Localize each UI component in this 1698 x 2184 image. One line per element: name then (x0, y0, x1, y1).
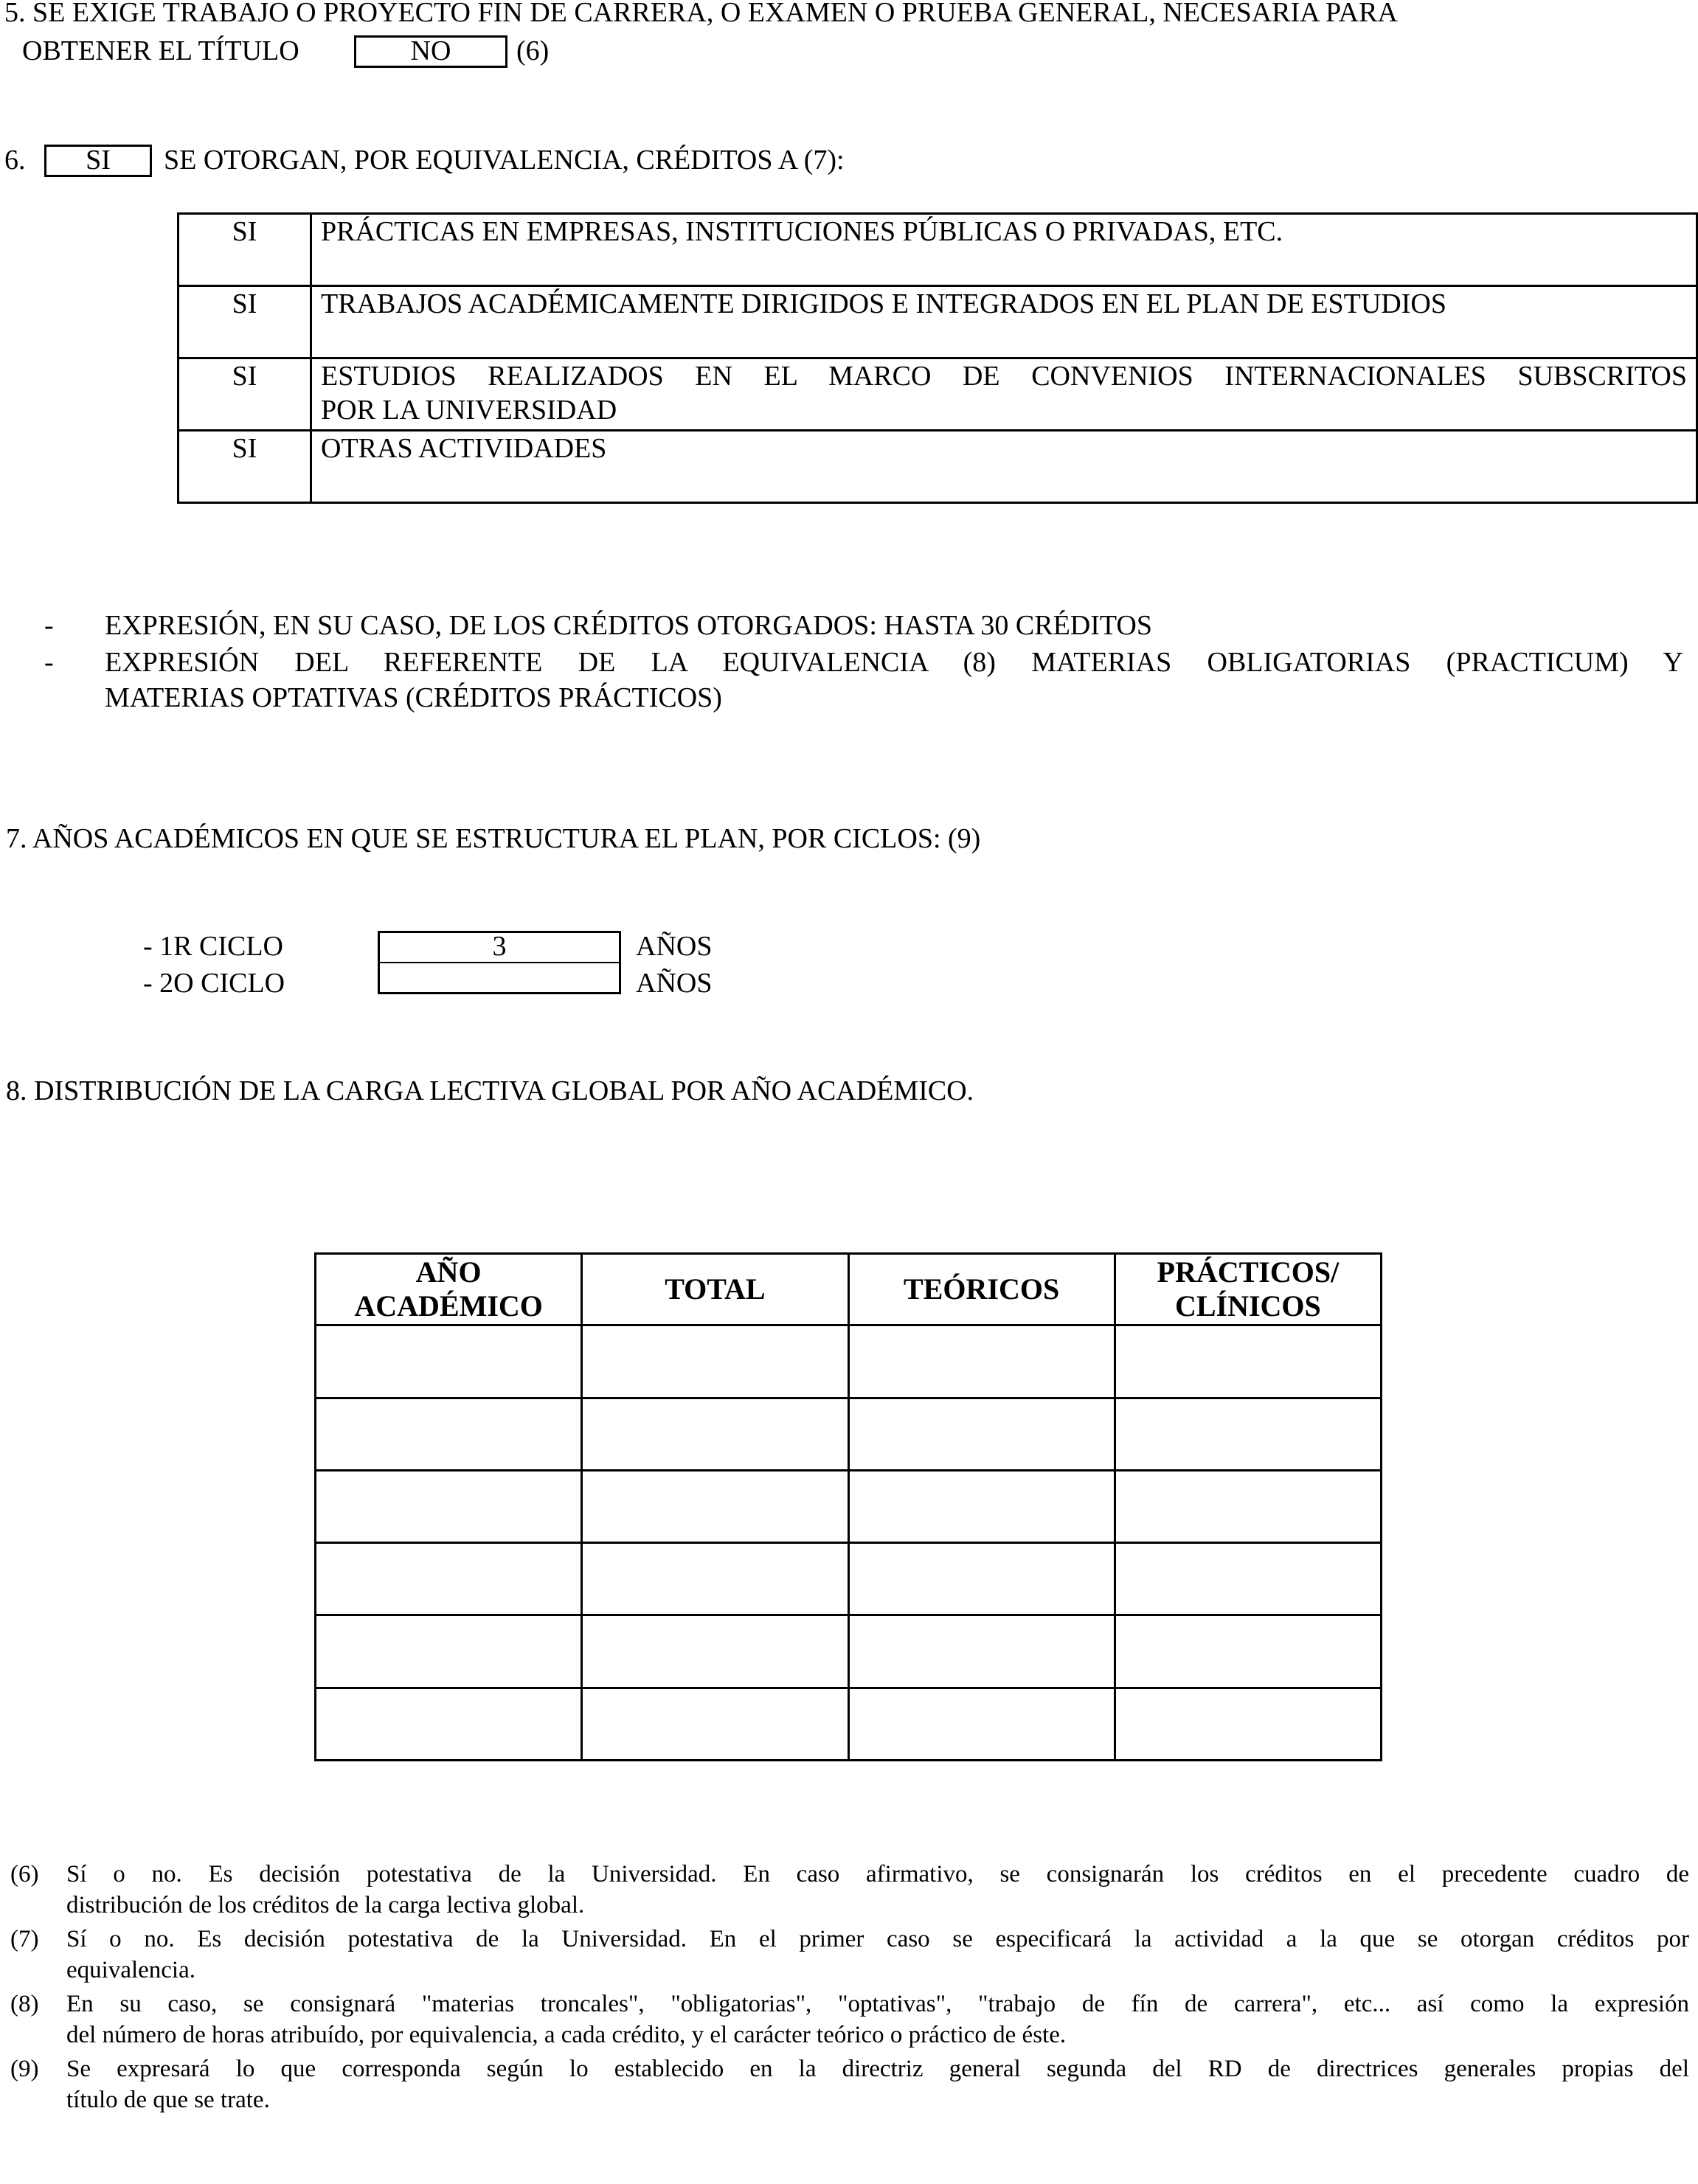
footnote-text: Se expresará lo que corresponda según lo establecido en la directriz general segunda del RD de directrices generales propias del título de que se trate. (66, 2056, 1689, 2113)
table-row (179, 286, 1697, 358)
table-cell[interactable] (848, 1615, 1115, 1688)
section5-line1: 5. SE EXIGE TRABAJO O PROYECTO FIN DE CARRERA, O EXAMEN O PRUEBA GENERAL, NECESARIA PARA (4, 0, 1398, 28)
table-header-row (316, 1254, 1382, 1325)
table-cell[interactable] (316, 1688, 582, 1760)
table-row (316, 1325, 1382, 1398)
table-cell[interactable] (848, 1688, 1115, 1760)
table-cell[interactable] (582, 1688, 848, 1760)
bullet-dash: - (44, 610, 54, 641)
cycle1-label: - 1R CICLO (143, 931, 283, 962)
table-row (316, 1398, 1382, 1470)
cycle2-unit: AÑOS (636, 968, 713, 999)
table-cell[interactable] (1115, 1543, 1381, 1615)
table-cell[interactable] (1115, 1325, 1381, 1398)
table-row (316, 1470, 1382, 1542)
section6-number: 6. (4, 145, 26, 176)
table-cell[interactable] (1115, 1470, 1381, 1542)
table-cell[interactable] (316, 1398, 582, 1470)
footnote-text: Sí o no. Es decisión potestativa de la Universidad. En el primer caso se especificará la actividad a la que se otorgan créditos por equivalencia. (66, 1926, 1689, 1983)
table-row (316, 1688, 1382, 1760)
row-flag: SI (179, 431, 311, 503)
table-cell[interactable] (582, 1398, 848, 1470)
row-flag: SI (179, 214, 311, 286)
table-row (316, 1543, 1382, 1615)
row-text: TRABAJOS ACADÉMICAMENTE DIRIGIDOS E INTEGRADOS EN EL PLAN DE ESTUDIOS (311, 286, 1697, 358)
equivalence-table (177, 212, 1698, 504)
footnote-number: (9) (10, 2056, 39, 2082)
table-row (179, 431, 1697, 503)
row-text-line2: POR LA UNIVERSIDAD (321, 395, 617, 426)
section8-heading: 8. DISTRIBUCIÓN DE LA CARGA LECTIVA GLOBAL POR AÑO ACADÉMICO. (6, 1075, 974, 1106)
table-cell[interactable] (1115, 1688, 1381, 1760)
row-text (311, 358, 1697, 431)
table-cell[interactable] (848, 1470, 1115, 1542)
footnote-number: (7) (10, 1926, 39, 1952)
table-cell[interactable] (848, 1325, 1115, 1398)
table-cell[interactable] (582, 1325, 848, 1398)
table-cell[interactable] (582, 1615, 848, 1688)
table-cell[interactable] (848, 1543, 1115, 1615)
table-cell[interactable] (316, 1615, 582, 1688)
table-cell[interactable] (582, 1543, 848, 1615)
cycle1-unit: AÑOS (636, 931, 713, 962)
table-cell[interactable] (1115, 1398, 1381, 1470)
section6-heading: SE OTORGAN, POR EQUIVALENCIA, CRÉDITOS A (7): (164, 145, 845, 176)
column-header-practical: PRÁCTICOS/ CLÍNICOS (1115, 1254, 1381, 1325)
column-header-theoretical: TEÓRICOS (848, 1254, 1115, 1325)
cycle1-years-field[interactable]: 3 (378, 931, 621, 963)
table-cell[interactable] (582, 1470, 848, 1542)
table-cell[interactable] (1115, 1615, 1381, 1688)
row-flag: SI (179, 286, 311, 358)
table-row (179, 214, 1697, 286)
column-header-total: TOTAL (582, 1254, 848, 1325)
table-cell[interactable] (316, 1470, 582, 1542)
table-cell[interactable] (316, 1325, 582, 1398)
credits-granted-text: EXPRESIÓN, EN SU CASO, DE LOS CRÉDITOS OTORGADOS: HASTA 30 CRÉDITOS (105, 610, 1153, 641)
row-flag: SI (179, 358, 311, 431)
table-row (179, 358, 1697, 431)
cycle2-label: - 2O CICLO (143, 968, 285, 999)
footnote-text: En su caso, se consignará "materias troncales", "obligatorias", "optativas", "trabajo de fín de carrera", etc... así como la expresión del número de horas atribuído, por equivalencia, a cada crédito, y el carácter teórico o práctico de éste. (66, 1991, 1689, 2048)
table-cell[interactable] (848, 1398, 1115, 1470)
row-text: OTRAS ACTIVIDADES (311, 431, 1697, 503)
footnote-number: (6) (10, 1861, 39, 1887)
footnote-number: (8) (10, 1991, 39, 2017)
bullet-dash: - (44, 647, 54, 678)
equivalence-referent-line2: MATERIAS OPTATIVAS (CRÉDITOS PRÁCTICOS) (105, 682, 722, 713)
column-header-year: AÑO ACADÉMICO (316, 1254, 582, 1325)
section5-note: (6) (516, 35, 550, 66)
thesis-required-field[interactable]: NO (354, 35, 507, 68)
credits-equivalence-field[interactable]: SI (44, 145, 152, 177)
equivalence-referent-text (105, 645, 1683, 715)
table-cell[interactable] (316, 1543, 582, 1615)
teaching-load-table (314, 1252, 1382, 1761)
equivalence-referent-line1: EXPRESIÓN DEL REFERENTE DE LA EQUIVALENCIA (8) MATERIAS OBLIGATORIAS (PRACTICUM) Y (105, 647, 1683, 678)
row-text-line1: ESTUDIOS REALIZADOS EN EL MARCO DE CONVENIOS INTERNACIONALES SUBSCRITOS (321, 361, 1687, 392)
row-text: PRÁCTICAS EN EMPRESAS, INSTITUCIONES PÚBLICAS O PRIVADAS, ETC. (311, 214, 1697, 286)
section7-heading: 7. AÑOS ACADÉMICOS EN QUE SE ESTRUCTURA EL PLAN, POR CICLOS: (9) (6, 823, 981, 854)
section5-line2: OBTENER EL TÍTULO (22, 35, 299, 66)
footnote-text: Sí o no. Es decisión potestativa de la Universidad. En caso afirmativo, se consignarán los créditos en el precedente cuadro de distribución de los créditos de la carga lectiva global. (66, 1861, 1689, 1918)
table-row (316, 1615, 1382, 1688)
cycle2-years-field[interactable] (378, 962, 621, 994)
